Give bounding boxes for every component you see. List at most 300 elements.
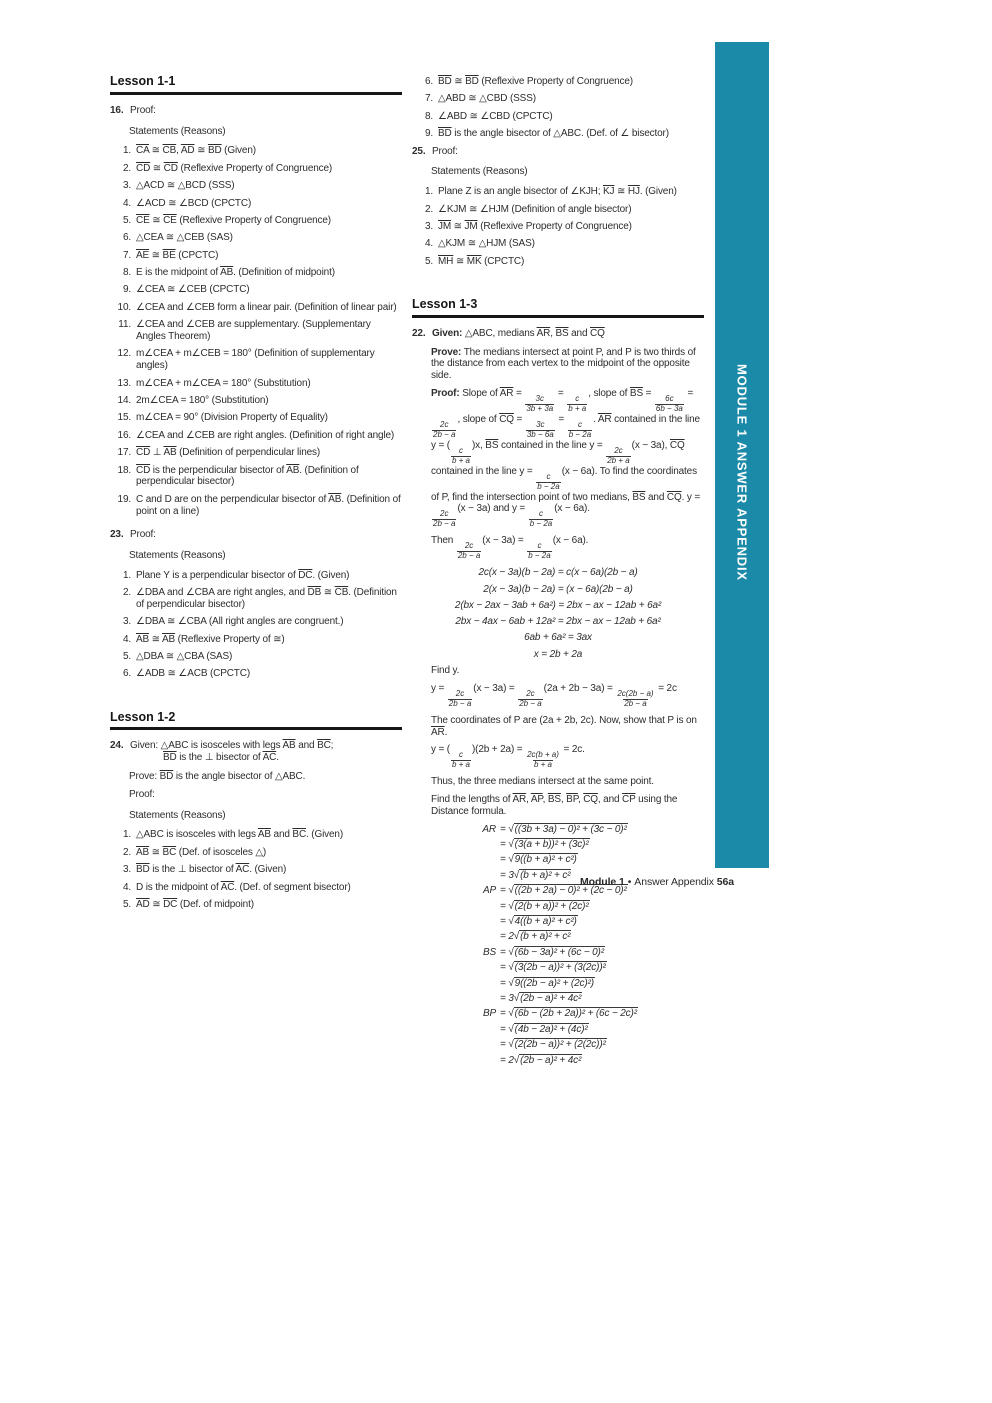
equation-row — [472, 1008, 704, 1020]
segment-overline: $\overline{AB}$ — [136, 846, 150, 858]
segment-overline: $\overline{CQ}$ — [499, 413, 514, 425]
statement-number: 6. — [122, 668, 131, 680]
statement-number: 13. — [117, 377, 131, 389]
lesson-header: Lesson 1-3 — [412, 297, 704, 318]
statement-item — [110, 395, 402, 407]
problem-body — [130, 740, 402, 764]
segment-overline: $\overline{BD}$ — [438, 76, 452, 87]
spacer — [110, 686, 402, 710]
problem — [412, 146, 704, 158]
segment-overline: $\overline{BD}$ — [163, 752, 177, 764]
statement-item — [110, 232, 402, 244]
statement-number: 17. — [117, 447, 131, 459]
statement-number: 1. — [122, 145, 131, 157]
segment-overline: $\overline{AR}$ — [512, 794, 527, 806]
equation-lhs: AP — [482, 885, 496, 897]
equation-row — [472, 978, 704, 990]
statement-number: 1. — [122, 569, 131, 581]
equation-lhs — [472, 901, 496, 913]
segment-overline: $\overline{DC}$ — [163, 898, 178, 910]
paragraph: Find y. — [431, 665, 460, 677]
problem — [412, 328, 704, 340]
equation-lhs: BS — [482, 946, 496, 958]
segment-overline: $\overline{AC}$ — [235, 864, 250, 876]
statement-item — [110, 215, 402, 227]
inline-fraction: $\frac{c}{b - 2a}$ — [537, 471, 560, 491]
segment-overline: $\overline{BS}$ — [485, 439, 499, 451]
inline-fraction: $\frac{c}{b + a}$ — [568, 394, 587, 413]
statement-text: $\overline{BD}$ is the angle bisector of △ABC. (Def. of ∠ bisector) — [438, 128, 669, 140]
statement-number: 2. — [122, 162, 131, 174]
radical-expression: √(2(b + a))² + (2c)² — [508, 900, 589, 912]
segment-overline: $\overline{CQ}$ — [583, 794, 598, 806]
statement-item — [110, 570, 402, 582]
statement-item — [110, 302, 402, 314]
statement-item — [110, 378, 402, 390]
statement-number: 14. — [117, 395, 131, 407]
equation-rhs: = √(3(a + b))² + (3c)² — [500, 839, 589, 851]
statement-item — [110, 180, 402, 192]
segment-overline: $\overline{AB}$ — [257, 829, 271, 841]
radical-expression: √(2(2b − a))² + (2(2c))² — [508, 1039, 606, 1051]
statement-number: 5. — [424, 255, 433, 267]
statement-number: 4. — [122, 197, 131, 209]
statement-text: $\overline{AB}$ ≅ $\overline{AB}$ (Reflexive Property of ≅) — [136, 633, 285, 645]
equation-lhs: BP — [482, 1008, 496, 1020]
statement-text: $\overline{CA}$ ≅ $\overline{CB}$, $\overline{AD}$ ≅ $\overline{BD}$ (Given) — [136, 145, 256, 157]
statement-text: ∠CEA and ∠CEB are supplementary. (Supplementary Angles Theorem) — [136, 319, 371, 343]
statement-text: △CEA ≅ △CEB (SAS) — [136, 232, 233, 244]
segment-overline: $\overline{BE}$ — [162, 249, 176, 261]
statement-number: 11. — [118, 319, 131, 331]
segment-overline: $\overline{BC}$ — [317, 740, 331, 752]
segment-overline: $\overline{DC}$ — [298, 569, 313, 581]
statement-text: C and D are on the perpendicular bisector of $\overline{AB}$. (Definition of point on a line) — [136, 493, 401, 517]
statement-number: 3. — [424, 220, 433, 232]
paragraph-text: Slope of $\overline{AR}$ = $\frac{3c}{3b + 3a}$ = $\frac{c}{b + a}$ , slope of $\overline{BS}$ = $\frac{6c}{6b - 3a}$ = $\frac{2c}{2b - a}$ , slope of $\overline{CQ}$ = $\frac{3c}{3b - 6a}$ = $\frac{c}{b - 2a}$ . $\overline{AR}$ contained in the line y = ( $\frac{c}{b + a}$ )x, $\overline{BS}$ contained in the line y = $\frac{2c}{2b + a}$ (x − 3a), $\overline{CQ}$ contained in the line y = $\frac{c}{b - 2a}$ (x − 6a). To find the coordinates of P, find the intersection point of two medians, $\overline{BS}$ and $\overline{CQ}$. y = $\frac{2c}{2b - a}$ (x − 3a) and y = $\frac{c}{b - 2a}$ (x − 6a). — [431, 388, 701, 529]
segment-overline: $\overline{MK}$ — [466, 255, 482, 267]
equation-centered: 2c(x − 3a)(b − 2a) = c(x − 6a)(2b − a) — [478, 567, 638, 579]
segment-overline: $\overline{DB}$ — [307, 586, 322, 598]
problem-number: 23. — [110, 528, 124, 540]
segment-overline: $\overline{CP}$ — [622, 794, 636, 806]
paragraph — [431, 347, 704, 382]
statement-number: 2. — [122, 586, 131, 598]
statement-text: $\overline{BD}$ is the ⊥ bisector of $\overline{AC}$. (Given) — [136, 864, 287, 876]
statement-item — [110, 465, 402, 489]
equation-lhs — [472, 962, 496, 974]
segment-overline: $\overline{AB}$ — [328, 493, 342, 505]
statement-item — [110, 494, 402, 518]
statement-item — [110, 319, 402, 343]
statements-header: Statements (Reasons) — [129, 549, 226, 561]
segment-overline: $\overline{AP}$ — [530, 794, 543, 806]
segment-overline: $\overline{JM}$ — [438, 220, 452, 232]
equation-rhs: = 2√(b + a)² + c² — [500, 931, 571, 943]
segment-overline: $\overline{AB}$ — [282, 740, 296, 752]
inline-fraction: $\frac{2c}{2b - a}$ — [448, 688, 472, 708]
statement-number: 4. — [122, 881, 131, 893]
statement-text: ∠DBA ≅ ∠CBA (All right angles are congruent.) — [136, 616, 344, 628]
statement-item — [110, 412, 402, 424]
equation-rhs: = √(3(2b − a))² + (3(2c))² — [500, 962, 606, 974]
statement-text: $\overline{BD}$ ≅ $\overline{BD}$ (Reflexive Property of Congruence) — [438, 76, 633, 87]
problem-label: Given: — [432, 327, 463, 339]
statement-number: 9. — [424, 128, 433, 140]
paragraph: y = ( $\frac{c}{b + a}$ )(2b + 2a) = $\frac{2c(b + a)}{b + a}$ = 2c. — [431, 744, 585, 770]
equation-lhs — [472, 1055, 496, 1067]
segment-overline: $\overline{AB}$ — [220, 267, 234, 279]
equation-row — [472, 947, 704, 959]
problem-number: 22. — [412, 327, 426, 339]
problem-body — [130, 105, 402, 117]
statement-text: Plane Z is an angle bisector of ∠KJH; $\overline{KJ}$ ≅ $\overline{HJ}$. (Given) — [438, 186, 677, 198]
equation-lhs: AR — [482, 823, 496, 835]
inline-fraction: $\frac{3c}{3b - 6a}$ — [526, 419, 554, 439]
column-left — [110, 74, 402, 916]
statement-text: ∠ABD ≅ ∠CBD (CPCTC) — [438, 110, 553, 122]
segment-overline: $\overline{CE}$ — [136, 214, 150, 226]
paragraph: Proof: — [129, 788, 155, 800]
segment-overline: $\overline{MH}$ — [438, 255, 454, 267]
segment-overline: $\overline{BD}$ — [159, 771, 174, 783]
inline-fraction: $\frac{2c}{2b - a}$ — [433, 509, 456, 529]
statement-text: ∠DBA and ∠CBA are right angles, and $\overline{DB}$ ≅ $\overline{CB}$. (Definition of perpendicular bisector) — [136, 586, 397, 610]
statement-item — [110, 616, 402, 628]
segment-overline: $\overline{AD}$ — [136, 898, 150, 910]
paragraph: The coordinates of P are (2a + 2b, 2c). Now, show that P is on $\overline{AR}$. — [431, 714, 697, 738]
statement-text: $\overline{JM}$ ≅ $\overline{JM}$ (Reflexive Property of Congruence) — [438, 220, 632, 232]
statement-text: $\overline{AE}$ ≅ $\overline{BE}$ (CPCTC) — [136, 249, 219, 261]
segment-overline: $\overline{CD}$ — [136, 447, 151, 459]
inline-fraction: $\frac{6c}{6b - 3a}$ — [655, 394, 683, 413]
inline-fraction: $\frac{2c(2b - a)}{2b - a}$ — [617, 688, 654, 708]
statement-text: ∠KJM ≅ ∠HJM (Definition of angle bisector) — [438, 203, 632, 215]
statements-header: Statements (Reasons) — [129, 125, 226, 137]
radical-expression: √(6b − (2b + 2a))² + (6c − 2c)² — [508, 1008, 637, 1020]
statement-text: m∠CEA = 90° (Division Property of Equality) — [136, 412, 328, 424]
statement-number: 3. — [122, 616, 131, 628]
radical-expression: √(2b − a)² + 4c² — [513, 992, 582, 1004]
footer-module-label: Module 1 — [580, 876, 625, 888]
equation-rhs: = √9((2b − a)² + (2c)²) — [500, 977, 594, 989]
statement-number: 6. — [122, 232, 131, 244]
radical-expression: √(6b − 3a)² + (6c − 0)² — [508, 946, 604, 958]
lesson-header: Lesson 1-2 — [110, 710, 402, 731]
segment-overline: $\overline{CD}$ — [163, 162, 178, 174]
footer-section-label: Answer Appendix — [634, 876, 714, 888]
segment-overline: $\overline{BS}$ — [629, 388, 643, 400]
statement-item — [412, 238, 704, 250]
statement-text: $\overline{CD}$ ⊥ $\overline{AB}$ (Definition of perpendicular lines) — [136, 447, 321, 459]
segment-overline: $\overline{BC}$ — [292, 829, 307, 841]
segment-overline: $\overline{CQ}$ — [669, 439, 685, 451]
problem-text: △ABC is isosceles with legs $\overline{AB}$ and $\overline{BC}$; — [160, 740, 334, 752]
statement-text: E is the midpoint of $\overline{AB}$. (Definition of midpoint) — [136, 267, 335, 279]
radical-expression: √((3b + 3a) − 0)² + (3c − 0)² — [508, 823, 627, 835]
statement-text: $\overline{CE}$ ≅ $\overline{CE}$ (Reflexive Property of Congruence) — [136, 214, 331, 226]
statement-number: 8. — [122, 267, 131, 279]
problem — [110, 105, 402, 117]
equation-row — [472, 839, 704, 851]
equation-lhs — [472, 978, 496, 990]
equation-lhs — [472, 839, 496, 851]
radical-expression: √((2b + 2a) − 0)² + (2c − 0)² — [508, 885, 627, 897]
segment-overline: $\overline{AR}$ — [431, 726, 445, 738]
radical-expression: √9((2b − a)² + (2c)²) — [508, 977, 594, 989]
paragraph — [431, 388, 704, 529]
column-right — [412, 76, 704, 1072]
statement-text: △ABD ≅ △CBD (SSS) — [438, 93, 536, 105]
inline-fraction: $\frac{c}{b + a}$ — [451, 445, 470, 465]
inline-fraction: $\frac{c}{b - 2a}$ — [529, 509, 553, 529]
statement-text: 2m∠CEA = 180° (Substitution) — [136, 395, 269, 407]
statement-number: 9. — [122, 284, 131, 296]
radical-expression: √(3(2b − a))² + (3(2c))² — [508, 962, 606, 974]
statement-number: 16. — [117, 429, 131, 441]
segment-overline: $\overline{AB}$ — [163, 447, 177, 459]
footer-page-number: 56a — [716, 876, 734, 888]
equation-lhs — [472, 916, 496, 928]
problem-label: Proof: — [130, 528, 156, 540]
statement-item — [110, 250, 402, 262]
statement-text: △KJM ≅ △HJM (SAS) — [438, 238, 535, 250]
statement-number: 7. — [122, 249, 131, 261]
statement-item — [412, 204, 704, 216]
statement-text: $\overline{AB}$ ≅ $\overline{BC}$ (Def. of isosceles △) — [136, 846, 267, 858]
statement-number: 8. — [424, 110, 433, 122]
equation-lhs — [472, 1039, 496, 1051]
statement-item — [110, 587, 402, 611]
module-sidebar-band — [715, 42, 769, 868]
segment-overline: $\overline{CD}$ — [136, 464, 151, 476]
statement-item — [110, 864, 402, 876]
statement-number: 7. — [424, 93, 433, 105]
paragraph: Then $\frac{2c}{2b - a}$ (x − 3a) = $\frac{c}{b - 2a}$ (x − 6a). — [431, 535, 589, 561]
equation-centered: 6ab + 6a² = 3ax — [524, 632, 592, 644]
segment-overline: $\overline{BC}$ — [162, 846, 177, 858]
equation-row — [472, 916, 704, 928]
statement-number: 6. — [424, 76, 433, 87]
paragraph: Thus, the three medians intersect at the same point. — [431, 776, 654, 788]
inline-fraction: $\frac{3c}{3b + 3a}$ — [526, 394, 554, 413]
inline-fraction: $\frac{c}{b - 2a}$ — [568, 419, 592, 439]
equation-rhs: = 3√(2b − a)² + 4c² — [500, 992, 582, 1004]
paragraph: Find the lengths of $\overline{AR}$, $\overline{AP}$, $\overline{BS}$, $\overline{BP}$, $\overline{CQ}$, and $\overline{CP}$ using the Distance formula. — [431, 794, 678, 817]
statement-number: 5. — [122, 214, 131, 226]
equation-rhs: = √(2(b + a))² + (2c)² — [500, 900, 589, 912]
segment-overline: $\overline{AC}$ — [262, 752, 277, 764]
statement-item — [110, 829, 402, 841]
statement-text: ∠CEA and ∠CEB form a linear pair. (Definition of linear pair) — [136, 301, 397, 313]
problem-body — [130, 529, 402, 541]
statement-item — [110, 267, 402, 279]
radical-expression: √(b + a)² + c² — [513, 869, 571, 881]
equation-rhs: = √((3b + 3a) − 0)² + (3c − 0)² — [500, 823, 627, 835]
equation-row — [472, 1024, 704, 1036]
statement-item — [412, 221, 704, 233]
segment-overline: $\overline{AB}$ — [286, 464, 300, 476]
statement-item — [110, 447, 402, 459]
paragraph: y = $\frac{2c}{2b - a}$ (x − 3a) = $\frac{2c}{2b - a}$ (2a + 2b − 3a) = $\frac{2c(2b - a)}{2b - a}$ = 2c — [431, 682, 677, 708]
segment-overline: $\overline{BD}$ — [465, 76, 479, 87]
statement-item — [110, 847, 402, 859]
statement-item — [110, 882, 402, 894]
statements-header: Statements (Reasons) — [431, 166, 528, 178]
equation-lhs — [472, 854, 496, 866]
statement-item — [110, 198, 402, 210]
statement-text: △ACD ≅ △BCD (SSS) — [136, 180, 235, 192]
inline-fraction: $\frac{2c}{2b - a}$ — [457, 541, 481, 561]
equation-lhs — [472, 931, 496, 943]
radical-expression: √(3(a + b))² + (3c)² — [508, 839, 589, 851]
statement-text: D is the midpoint of $\overline{AC}$. (Def. of segment bisector) — [136, 881, 351, 893]
segment-overline: $\overline{BD}$ — [207, 145, 222, 157]
spacer — [412, 273, 704, 297]
statement-item — [412, 93, 704, 105]
statement-item — [110, 145, 402, 157]
segment-overline: $\overline{BD}$ — [136, 864, 150, 876]
problem-text: △ABC, medians $\overline{AR}$, $\overline{BS}$ and $\overline{CQ}$ — [464, 327, 605, 339]
segment-overline: $\overline{CB}$ — [162, 145, 177, 157]
equation-rhs: = 3√(b + a)² + c² — [500, 869, 571, 881]
page-footer — [412, 876, 734, 888]
equation-rhs: = √(6b − 3a)² + (6c − 0)² — [500, 946, 604, 958]
segment-overline: $\overline{BS}$ — [632, 491, 646, 503]
statement-text: $\overline{AD}$ ≅ $\overline{DC}$ (Def. of midpoint) — [136, 898, 254, 910]
equation-lhs — [472, 993, 496, 1005]
inline-fraction: $\frac{2c}{2b - a}$ — [433, 419, 456, 439]
equation-rhs: = √((2b + 2a) − 0)² + (2c − 0)² — [500, 885, 627, 897]
problem-continuation: $\overline{BD}$ is the ⊥ bisector of $\overline{AC}$. — [163, 752, 279, 764]
segment-overline: $\overline{BD}$ — [438, 128, 452, 140]
statement-item — [110, 284, 402, 296]
statement-number: 3. — [122, 864, 131, 876]
statement-text: ∠ADB ≅ ∠ACB (CPCTC) — [136, 668, 251, 680]
statement-text: △DBA ≅ △CBA (SAS) — [136, 650, 233, 662]
problem — [110, 740, 402, 764]
segment-overline: $\overline{AE}$ — [136, 249, 150, 261]
problem-number: 24. — [110, 740, 124, 752]
inline-fraction: $\frac{2c(b + a)}{b + a}$ — [527, 750, 559, 770]
statement-number: 10. — [117, 301, 131, 313]
statement-item — [110, 163, 402, 175]
problem-number: 16. — [110, 104, 124, 116]
segment-overline: $\overline{AR}$ — [536, 327, 551, 339]
paragraph-label: Prove: — [431, 346, 462, 358]
equation-row — [472, 854, 704, 866]
statement-item — [110, 348, 402, 372]
statement-text: Plane Y is a perpendicular bisector of $\overline{DC}$. (Given) — [136, 569, 350, 581]
segment-overline: $\overline{CD}$ — [136, 162, 151, 174]
inline-fraction: $\frac{c}{b - 2a}$ — [528, 541, 551, 561]
equation-rhs: = √(2(2b − a))² + (2(2c))² — [500, 1039, 606, 1051]
equation-centered: x = 2b + 2a — [533, 648, 583, 660]
radical-expression: √4((b + a)² + c²) — [508, 916, 577, 927]
segment-overline: $\overline{KJ}$ — [603, 186, 615, 198]
radical-expression: √(b + a)² + c² — [513, 931, 571, 943]
equation-row — [472, 1039, 704, 1051]
lesson-header: Lesson 1-1 — [110, 74, 402, 95]
problem-label: Proof: — [130, 104, 156, 116]
statement-item — [110, 899, 402, 911]
equation-row — [472, 824, 704, 836]
statement-item — [110, 668, 402, 680]
statement-text: m∠CEA + m∠CEA = 180° (Substitution) — [136, 377, 311, 389]
footer-separator: • — [627, 876, 632, 888]
spacer — [110, 523, 402, 527]
problem-label: Given: — [130, 740, 159, 752]
equation-block — [472, 824, 704, 1067]
segment-overline: $\overline{AC}$ — [220, 881, 235, 893]
equation-rhs: = √(6b − (2b + 2a))² + (6c − 2c)² — [500, 1008, 637, 1020]
segment-overline: $\overline{BP}$ — [566, 794, 578, 806]
statement-number: 2. — [424, 203, 433, 215]
statement-number: 5. — [122, 898, 131, 910]
problem-label: Proof: — [432, 145, 458, 157]
segment-overline: $\overline{AD}$ — [180, 145, 195, 157]
inline-fraction: $\frac{2c}{2b - a}$ — [519, 688, 542, 708]
statement-item — [412, 128, 704, 140]
equation-row — [472, 931, 704, 943]
equation-rhs: = √4((b + a)² + c²) — [500, 916, 577, 927]
statement-number: 1. — [122, 829, 131, 841]
statement-item — [110, 430, 402, 442]
statement-number: 18. — [117, 464, 131, 476]
segment-overline: $\overline{HJ}$ — [627, 186, 640, 198]
statement-text: $\overline{CD}$ is the perpendicular bisector of $\overline{AB}$. (Definition of perpendicular bisector) — [136, 464, 359, 488]
problem-body — [432, 146, 704, 158]
equation-lhs — [472, 1024, 496, 1036]
statement-number: 3. — [122, 180, 131, 192]
sidebar-vertical-label: MODULE 1 ANSWER APPENDIX — [734, 364, 750, 581]
statement-text: ∠CEA ≅ ∠CEB (CPCTC) — [136, 284, 250, 296]
segment-overline: $\overline{CQ}$ — [666, 491, 682, 503]
segment-overline: $\overline{AB}$ — [136, 633, 150, 645]
statement-text: m∠CEA + m∠CEB = 180° (Definition of supplementary angles) — [136, 348, 375, 372]
inline-fraction: $\frac{2c}{2b + a}$ — [607, 445, 630, 465]
radical-expression: √(4b − 2a)² + (4c)² — [508, 1023, 588, 1035]
paragraph-text: The medians intersect at point P, and P is two thirds of the distance from each vertex to the midpoint of the opposite side. — [431, 346, 696, 382]
statement-item — [412, 256, 704, 268]
segment-overline: $\overline{BS}$ — [555, 327, 569, 339]
statement-item — [412, 111, 704, 123]
radical-expression: √9((b + a)² + c²) — [508, 854, 577, 866]
equation-rhs: = 2√(2b − a)² + 4c² — [500, 1054, 582, 1066]
equation-rhs: = √(4b − 2a)² + (4c)² — [500, 1023, 588, 1035]
segment-overline: $\overline{CE}$ — [163, 214, 177, 226]
statement-item — [412, 76, 704, 88]
equation-row — [472, 901, 704, 913]
paragraph: Prove: $\overline{BD}$ is the angle bisector of △ABC. — [129, 771, 306, 783]
equation-centered: 2bx − 4ax − 6ab + 12a² = 2bx − ax − 12ab + 6a² — [455, 616, 661, 628]
statement-number: 5. — [122, 650, 131, 662]
segment-overline: $\overline{JM}$ — [464, 220, 478, 232]
statement-text: $\overline{MH}$ ≅ $\overline{MK}$ (CPCTC) — [438, 255, 525, 267]
segment-overline: $\overline{CQ}$ — [590, 327, 605, 339]
statement-text: ∠CEA and ∠CEB are right angles. (Definition of right angle) — [136, 429, 395, 441]
statement-number: 19. — [117, 493, 131, 505]
statement-number: 15. — [117, 412, 131, 424]
inline-fraction: $\frac{c}{b + a}$ — [451, 750, 470, 770]
statement-number: 2. — [122, 846, 131, 858]
problem-number: 25. — [412, 145, 426, 157]
segment-overline: $\overline{CB}$ — [334, 586, 349, 598]
equation-row — [472, 993, 704, 1005]
statement-number: 12. — [117, 348, 131, 360]
statement-item — [110, 634, 402, 646]
segment-overline: $\overline{CA}$ — [136, 145, 150, 157]
